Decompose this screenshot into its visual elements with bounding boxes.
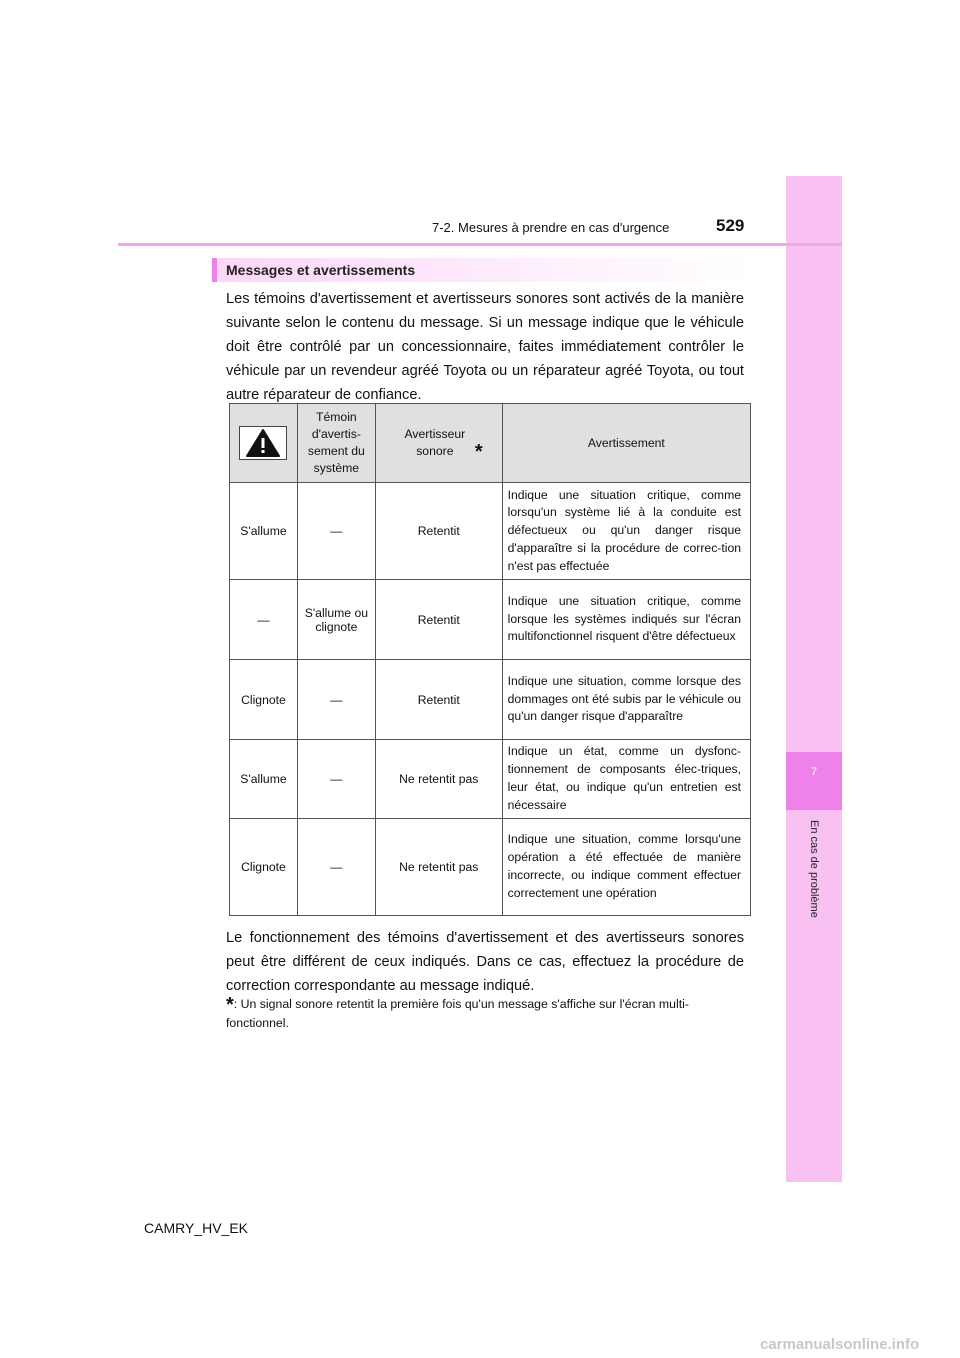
section-accent bbox=[212, 258, 217, 282]
row-col2: — bbox=[297, 740, 375, 819]
row-description: Indique un état, comme un dysfonc-tionnement de composants élec-triques, leur état, ou indique qu'un entretien est nécessaire bbox=[502, 740, 750, 819]
row-description: Indique une situation critique, comme lorsqu'un système lié à la conduite est défectueux ou qu'un danger risque d'apparaître si la procédure de correc-tion n'est pas effectuée bbox=[502, 483, 750, 580]
row-col1: Clignote bbox=[230, 819, 298, 916]
header-system-light-label: Témoin d'avertis-sement du système bbox=[307, 410, 365, 475]
footnote bbox=[226, 995, 748, 1032]
row-col2: S'allume ou clignote bbox=[297, 580, 375, 660]
header-warning-label: Avertissement bbox=[587, 435, 665, 450]
row-col1: S'allume bbox=[230, 740, 298, 819]
warning-table bbox=[229, 403, 751, 916]
row-col2: — bbox=[297, 660, 375, 740]
table-row bbox=[230, 819, 751, 916]
table-row bbox=[230, 580, 751, 660]
footnote-mark: * bbox=[226, 994, 234, 1016]
chapter-number: 7 bbox=[810, 766, 818, 778]
warning-triangle-icon bbox=[239, 426, 287, 460]
section-title: Messages et avertissements bbox=[226, 262, 416, 278]
table-row bbox=[230, 660, 751, 740]
row-col3: Ne retentit pas bbox=[375, 740, 502, 819]
row-col3: Ne retentit pas bbox=[375, 819, 502, 916]
row-description: Indique une situation, comme lorsqu'une opération a été effectuée de manière incorrecte, ou indique comment effectuer correctement une opération bbox=[502, 819, 750, 916]
row-col3: Retentit bbox=[375, 660, 502, 740]
row-col1: S'allume bbox=[230, 483, 298, 580]
watermark: carmanualsonline.info bbox=[760, 1336, 920, 1353]
row-col1: Clignote bbox=[230, 660, 298, 740]
table-header-row bbox=[230, 404, 751, 483]
table-row bbox=[230, 740, 751, 819]
page-number: 529 bbox=[716, 216, 745, 235]
header-system-light bbox=[297, 404, 375, 483]
model-code: CAMRY_HV_EK bbox=[144, 1220, 249, 1236]
header-icon-cell bbox=[230, 404, 298, 483]
chapter-title: 7-2. Mesures à prendre en cas d'urgence bbox=[432, 220, 670, 235]
header-divider bbox=[118, 243, 842, 246]
chapter-number-block bbox=[786, 752, 842, 810]
row-description: Indique une situation critique, comme lorsque les systèmes indiqués sur l'écran multifonctionnel risquent d'être défectueux bbox=[502, 580, 750, 660]
row-col3: Retentit bbox=[375, 580, 502, 660]
row-description: Indique une situation, comme lorsque des dommages ont été subis par le véhicule ou qu'un danger risque d'apparaître bbox=[502, 660, 750, 740]
row-col2: — bbox=[297, 483, 375, 580]
row-col3: Retentit bbox=[375, 483, 502, 580]
table-row bbox=[230, 483, 751, 580]
footnote-text: : Un signal sonore retentit la première fois qu'un message s'affiche sur l'écran multi-fonctionnel. bbox=[226, 997, 689, 1030]
intro-paragraph: Les témoins d'avertissement et avertisseurs sonores sont activés de la manière suivante selon le contenu du message. Si un message indique que le véhicule doit être contrôlé par un concessionnaire, faites immédiatement contrôler le véhicule par un revendeur agréé Toyota ou un réparateur agréé Toyota, ou tout autre réparateur de confiance. bbox=[226, 291, 744, 403]
header-buzzer bbox=[375, 404, 502, 483]
note-paragraph: Le fonctionnement des témoins d'avertissement et des avertisseurs sonores peut être différent de ceux indiqués. Dans ce cas, effectuez la procédure de correction correspondante au message indiqué. bbox=[226, 930, 744, 994]
chapter-side-tab bbox=[786, 176, 842, 1182]
row-col1: — bbox=[230, 580, 298, 660]
chapter-side-label: En cas de problème bbox=[808, 820, 820, 918]
header-buzzer-label: Avertisseur sonore bbox=[404, 426, 466, 458]
header-buzzer-footnote-mark: * bbox=[474, 440, 483, 463]
header-warning bbox=[502, 404, 750, 483]
row-col2: — bbox=[297, 819, 375, 916]
